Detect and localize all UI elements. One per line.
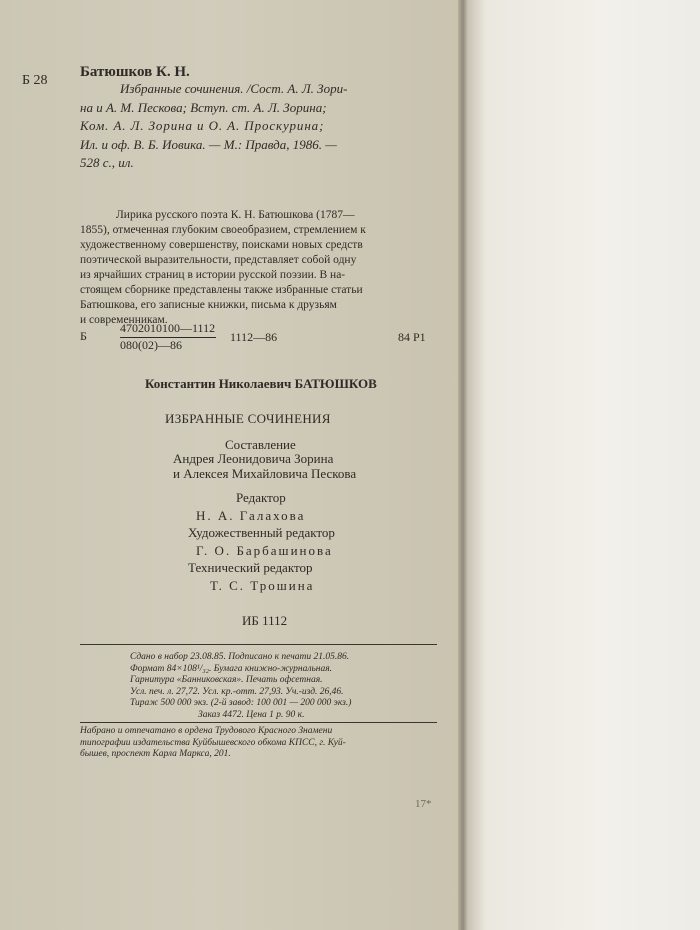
printer-line: типографии издательства Куйбышевского обкома КПСС, г. Куй-: [80, 737, 346, 748]
classification-denominator: 080(02)—86: [120, 338, 182, 352]
divider: [80, 644, 437, 645]
classification-middle: 1112—86: [230, 330, 278, 344]
full-author-name: Константин Николаевич БАТЮШКОВ: [145, 376, 377, 391]
annotation: [80, 208, 440, 328]
divider: [80, 722, 437, 723]
annotation-line: 1855), отмеченная глубоким своеобразием, стремлением к: [80, 224, 366, 236]
tech-editor-label: Технический редактор: [188, 560, 313, 575]
price-code: 84 Р1: [398, 330, 426, 344]
imprint-line: Заказ 4472. Цена 1 р. 90 к.: [198, 709, 305, 720]
imprint-line: Сдано в набор 23.08.85. Подписано к печати 21.05.86.: [130, 652, 350, 662]
art-editor-name: Г. О. Барбашинова: [196, 542, 333, 558]
printer-block: [80, 726, 346, 761]
imprint-block: [130, 652, 351, 721]
annotation-line: стоящем сборнике представлены также избранные статьи: [80, 284, 363, 296]
biblio-line: Ил. и оф. В. Б. Иовика. — М.: Правда, 1986. —: [80, 136, 337, 152]
page-number: 17*: [415, 798, 432, 810]
annotation-line: Лирика русского поэта К. Н. Батюшкова (1787—: [116, 209, 355, 221]
compilation-label: Составление: [225, 437, 296, 452]
annotation-line: и современникам.: [80, 314, 168, 326]
ib-number: ИБ 1112: [242, 613, 288, 628]
editor-name: Н. А. Галахова: [196, 507, 306, 523]
author-heading: Батюшков К. Н.: [80, 64, 190, 80]
printer-line: бышев, проспект Карла Маркса, 201.: [80, 749, 231, 759]
annotation-line: из ярчайших страниц в истории русской поэзии. В на-: [80, 269, 346, 281]
imprint-line: Тираж 500 000 экз. (2-й завод: 100 001 — 200 000 экз.): [130, 698, 352, 708]
book-spine: [458, 0, 468, 930]
annotation-line: поэтической выразительности, представляет собой одну: [80, 254, 357, 266]
right-page: [463, 0, 700, 930]
imprint-line: Формат 84×108¹/₃₂. Бумага книжно-журнальная.: [130, 663, 333, 674]
tech-editor-name: Т. С. Трошина: [210, 577, 315, 593]
biblio-line: Ком. А. Л. Зорина и О. А. Проскурина;: [80, 118, 325, 133]
art-editor-label: Художественный редактор: [188, 525, 335, 540]
annotation-line: Батюшкова, его записные книжки, письма к друзьям: [80, 299, 337, 311]
compiler-line-2: и Алексея Михайловича Пескова: [173, 466, 357, 481]
biblio-line: на и А. М. Пескова; Вступ. ст. А. Л. Зорина;: [80, 99, 327, 115]
catalog-code: Б 28: [22, 73, 48, 88]
credits-block: [188, 489, 335, 594]
bibliographic-description: [80, 80, 440, 173]
imprint-line: Гарнитура «Банниковская». Печать офсетная.: [130, 675, 323, 685]
classification-letter: Б: [80, 329, 87, 343]
imprint-line: Усл. печ. л. 27,72. Усл. кр.-отт. 27,93. Уч.-изд. 26,46.: [130, 686, 344, 697]
annotation-line: художественному совершенству, поисками новых средств: [80, 239, 363, 251]
classification-numerator: 4702010100—1112: [120, 321, 216, 335]
biblio-line: Избранные сочинения. /Сост. А. Л. Зори-: [120, 81, 348, 96]
editor-label: Редактор: [236, 490, 286, 505]
printer-line: Набрано и отпечатано в ордена Трудового Красного Знамени: [80, 726, 333, 736]
compiler-line-1: Андрея Леонидовича Зорина: [173, 451, 334, 466]
biblio-line: 528 с., ил.: [80, 155, 134, 170]
work-title: ИЗБРАННЫЕ СОЧИНЕНИЯ: [165, 411, 331, 426]
